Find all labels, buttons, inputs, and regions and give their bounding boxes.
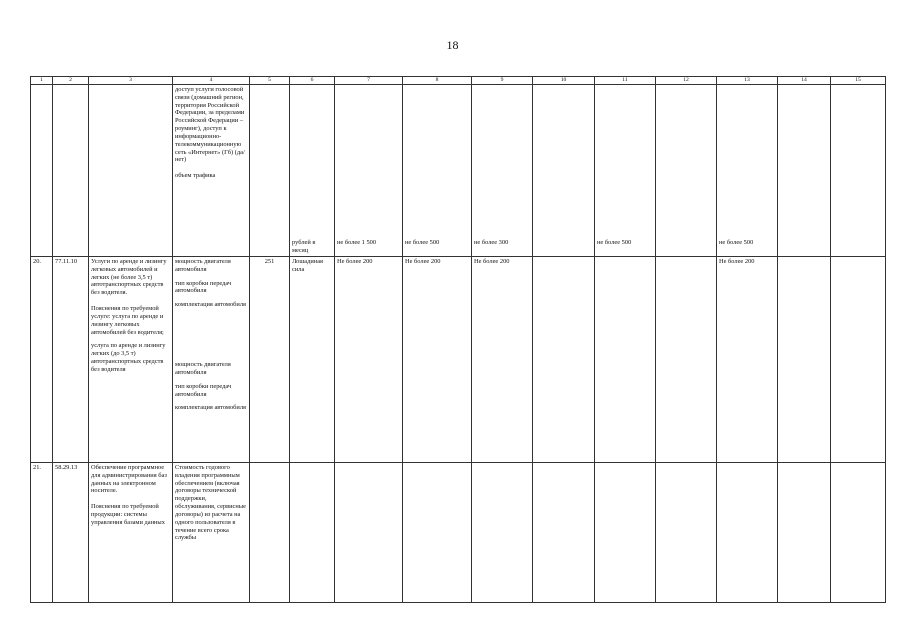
value-cell: не более 500 xyxy=(595,85,656,257)
characteristic-cell xyxy=(173,463,250,603)
value-cell: не более 500 xyxy=(403,85,472,257)
item-explanation: Пояснения по требуемой продукции: системы управления базами данных xyxy=(91,503,165,526)
okpd-code: 77.11.10 xyxy=(53,257,89,463)
characteristic-cell xyxy=(173,85,250,257)
table-row-21 xyxy=(31,463,886,603)
column-header: 3 xyxy=(89,77,173,85)
okpd-code: 58.29.13 xyxy=(53,463,89,603)
characteristic-text: мощность двигателя автомобиля xyxy=(175,361,231,376)
characteristic-cell xyxy=(173,257,250,463)
item-explanation: Пояснения по требуемой услуге: услуга по аренде и лизингу легковых автомобилей без водителя; xyxy=(91,305,164,336)
value-cell: не более 1 500 xyxy=(335,85,403,257)
characteristic-text: комплектация автомобиля xyxy=(175,404,246,412)
item-name-cell xyxy=(89,257,173,463)
column-header: 6 xyxy=(290,77,335,85)
item-name: Обеспечение программное для администрирования баз данных на электронном носителе. xyxy=(91,464,167,495)
column-header: 15 xyxy=(831,77,886,85)
column-header: 4 xyxy=(173,77,250,85)
row-number: 21. xyxy=(31,463,53,603)
characteristic-text: Стоимость годового владения программным обеспечением (включая договоры технической поддержки, обслуживания, сервисные договоры) из расчета на одного пользователя в течение всего срока службы xyxy=(175,464,246,542)
characteristic-text: мощность двигателя автомобиля xyxy=(175,258,231,273)
characteristic-text: доступ услуги голосовой связи (домашний регион, территория Российской Федерации, за пределами Российской Федерации – роуминг), доступ к информационно-телекоммуникационную сеть «Интернет» (Гб) (да/нет) xyxy=(175,86,245,164)
item-name-cell xyxy=(89,463,173,603)
table-row-continuation xyxy=(31,85,886,257)
column-header: 11 xyxy=(595,77,656,85)
column-header: 5 xyxy=(250,77,290,85)
characteristic-text: комплектация автомобиля xyxy=(175,301,246,309)
value-cell: Не более 200 xyxy=(472,257,533,463)
item-name: Услуги по аренде и лизингу легковых автомобилей и легких (не более 3,5 т) автотранспортных средств без водителя. xyxy=(91,258,167,297)
characteristic-traffic: объем трафика xyxy=(175,172,216,180)
column-header: 14 xyxy=(778,77,831,85)
column-header: 9 xyxy=(472,77,533,85)
column-header: 2 xyxy=(53,77,89,85)
column-header: 8 xyxy=(403,77,472,85)
value-cell: не более 500 xyxy=(717,85,778,257)
unit-cell: рублей в месяц xyxy=(290,85,335,257)
characteristic-text: тип коробки передач автомобиля xyxy=(175,279,232,295)
item-explanation-2: услуга по аренде и лизингу легких (до 3,5 т) автотранспортных средств без водителя xyxy=(91,342,166,373)
value-cell: Не более 200 xyxy=(403,257,472,463)
column-header: 10 xyxy=(533,77,595,85)
row-number: 20. xyxy=(31,257,53,463)
column-header: 1 xyxy=(31,77,53,85)
value-cell: не более 300 xyxy=(472,85,533,257)
okei-code: 251 xyxy=(250,257,290,463)
unit-cell: Лошадиная сила xyxy=(290,257,335,463)
value-cell: Не более 200 xyxy=(335,257,403,463)
requirements-table xyxy=(30,76,886,603)
column-number-row xyxy=(31,77,886,85)
value-cell: Не более 200 xyxy=(717,257,778,463)
column-header: 12 xyxy=(656,77,717,85)
page-number: 18 xyxy=(446,38,459,52)
column-header: 7 xyxy=(335,77,403,85)
column-header: 13 xyxy=(717,77,778,85)
table-row-20 xyxy=(31,257,886,463)
characteristic-text: тип коробки передач автомобиля xyxy=(175,382,232,398)
